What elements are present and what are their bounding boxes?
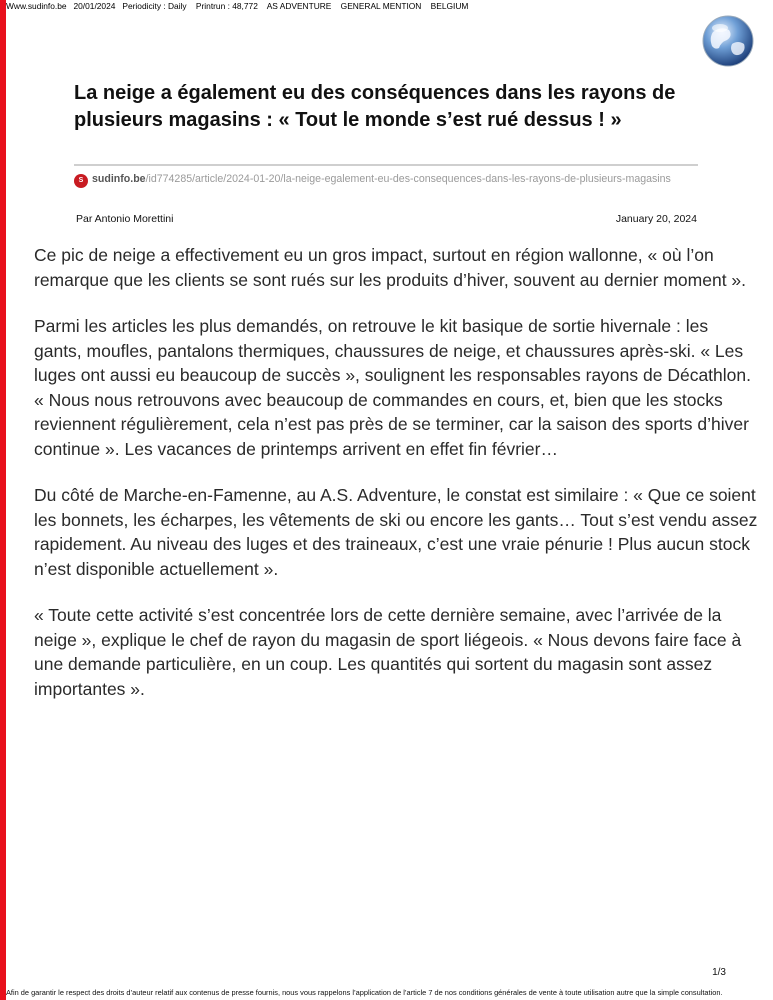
article-paragraph: Parmi les articles les plus demandés, on retrouve le kit basique de sortie hivernale : les gants, moufles, pantalons thermiques, chaussures de neige, et chaussures après-ski. « Les luges ont aussi eu beaucoup de succès », soulignent les responsables rayons de Décathlon. « Nous nous retrouvons avec beaucoup de commandes en cours, et, bien que les stocks reviennent régulièrement, cela n’est pas près de se terminer, car la saison des sports d’hiver continue ». Les vacances de printemps arrivent en effet fin février… — [34, 316, 751, 459]
article-paragraph: Ce pic de neige a effectivement eu un gros impact, surtout en région wallonne, « où l’on remarque que les clients se sont rués sur les produits d’hiver, souvent au dernier moment ». — [34, 245, 747, 290]
globe-icon — [701, 14, 755, 68]
article-date: January 20, 2024 — [615, 213, 697, 225]
sudinfo-logo-icon: S — [74, 174, 88, 188]
article-paragraph: Du côté de Marche-en-Famenne, au A.S. Adventure, le constat est similaire : « Que ce soient les bonnets, les écharpes, les vêtements de ski ou encore les gants… Tout s’est vendu assez rapidement. Au niveau des luges et des traineaux, c’est une vraie pénurie ! Plus aucun stock n’est disponible actuellement ». — [34, 485, 758, 579]
article-title: La neige a également eu des conséquences dans les rayons de plusieurs magasins : « Tout le monde s’est rué dessus ! » — [74, 82, 676, 131]
article-body — [34, 243, 759, 723]
article-author: Par Antonio Morettini — [76, 213, 174, 225]
red-margin-bar — [0, 0, 6, 1000]
copyright-disclaimer: Afin de garantir le respect des droits d’auteur relatif aux contenus de presse fournis, nous vous rappelons l’application de l’article 7 de nos conditions générales de vente à toute utilisation autre que la simple consultation. — [6, 988, 723, 997]
press-meta-line: Www.sudinfo.be 20/01/2024 Periodicity : Daily Printrun : 48,772 AS ADVENTURE GENERAL MENTION BELGIUM — [6, 1, 469, 11]
article-paragraph: « Toute cette activité s’est concentrée lors de cette dernière semaine, avec l’arrivée de la neige », explique le chef de rayon du magasin de sport liégeois. « Nous devons faire face à une demande particulière, en un coup. Les quantités qui sortent du magasin sont assez importantes ». — [34, 605, 742, 699]
source-link[interactable] — [74, 172, 674, 186]
source-domain: sudinfo.be — [92, 173, 146, 185]
title-divider — [74, 164, 698, 166]
source-path: /id774285/article/2024-01-20/la-neige-egalement-eu-des-consequences-dans-les-rayons-de-plusieurs-magasins — [145, 173, 671, 185]
page-number: 1/3 — [712, 967, 726, 978]
